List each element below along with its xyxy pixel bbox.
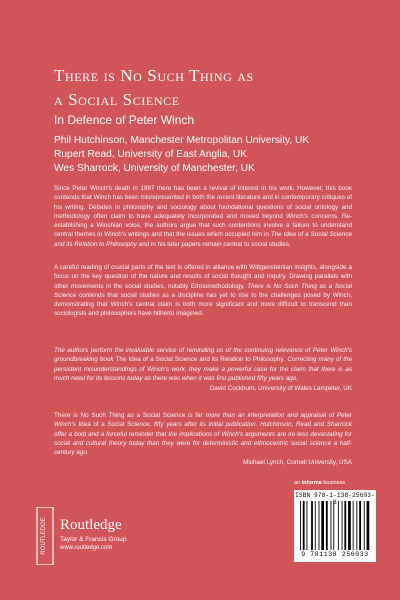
barcode-bar	[342, 501, 343, 550]
endorsement-quote-2	[54, 411, 352, 468]
quote-1-attribution: David Cockburn, University of Wales Lampeter, UK	[209, 385, 352, 393]
barcode-bar	[333, 501, 334, 550]
biz-prefix: an	[294, 480, 301, 486]
blurb-p2-text: A careful reading of crucial parts of the text is offered in alliance with Wittgensteinian insights, alongside a focus on the key question of the nature and results of social thought and inquiry. Drawing parallels with other movements in the social studies, notably Ethnomethodology,	[54, 264, 352, 290]
blurb-p1-book-title: The Idea of a Social Science and its Relation to Philosophy	[54, 231, 352, 248]
quote-2-attribution: Michael Lynch, Cornell University, USA	[243, 459, 352, 467]
barcode-panel	[294, 490, 376, 562]
isbn-text: ISBN 978-1-138-25603-3	[295, 492, 375, 506]
logo-wordmark: ROUTLEDGE	[41, 517, 47, 555]
barcode-bar	[364, 501, 365, 550]
quote-2-winch-title: Idea of a Social Science	[78, 421, 150, 429]
barcode-bar	[367, 501, 370, 550]
publisher-name: Routledge	[60, 517, 122, 533]
blurb-paragraph-1	[54, 184, 352, 249]
barcode-bar	[356, 501, 357, 550]
blurb-p2-book-title: There is No Such Thing as a Social Science	[54, 282, 352, 299]
barcode-bar	[319, 501, 320, 550]
barcode-bar	[338, 501, 339, 550]
publisher-block	[36, 507, 156, 567]
book-title	[54, 64, 374, 112]
barcode-bar	[348, 501, 351, 550]
publisher-url: www.routledge.com	[60, 545, 113, 551]
biz-suffix: business	[323, 480, 346, 486]
endorsement-quote-1	[54, 346, 352, 393]
barcode-bar	[315, 501, 316, 550]
barcode-bar	[353, 501, 354, 550]
title-line-1: There is No Such Thing as	[54, 66, 254, 85]
blurb-p1-end: and in his later papers remain central to social studies.	[136, 240, 291, 248]
blurb-p1-text: Since Peter Winch's death in 1997 there has been a revival of interest in his work. However, this book contends that Winch has been misrepresented in both the recent literature and in contemporary critiques of his writing. Debates in philosophy and sociology about foundational questions of social ontology and methodology often claim to have adequately incorporated and moved beyond Winch's concerns. Re-establishing a Winchian voice, the authors argue that such contentions involve a failure to understand central themes in Winch's writings and that the issues which occupied him in	[54, 185, 352, 239]
barcode-bar	[307, 501, 308, 550]
title-line-2: a Social Science	[54, 90, 180, 109]
barcode-bar	[300, 501, 301, 550]
barcode-icon	[299, 501, 371, 550]
author-3: Wes Sharrock, University of Manchester, UK	[54, 163, 255, 174]
barcode-bar	[331, 501, 332, 550]
author-2: Rupert Read, University of East Anglia, UK	[54, 149, 248, 160]
barcode-bar	[321, 501, 324, 550]
barcode-bar	[344, 501, 346, 550]
routledge-logo-icon	[36, 507, 54, 565]
barcode-bar	[303, 501, 305, 550]
quote-1-book-title: The Idea of a Social Science and its Relation to Philosophy	[115, 356, 284, 364]
blurb-p2-end: contends that social studies as a discipline has yet to rise to the challenges posed by Winch, demonstrating that Winch's central claim is both more significant and more difficult to transcend than sociologists and philosophers have hitherto imagined.	[54, 291, 352, 318]
publisher-group: Taylor & Francis Group	[60, 536, 127, 543]
book-subtitle: In Defence of Peter Winch	[54, 113, 195, 127]
quote-1-end: . Correcting many of the persistent misunderstandings of Winch's work, they make a powerful case for the claim that there is as much need for its lessons today as there was when it was first published fifty years ago.	[54, 356, 352, 382]
quote-2-end: , fifty years after its initial publication. Hutchinson, Read and Sharrock offer a bold and a forceful reminder that the implications of Winch's arguments are no less devastating for social and cultural theory today than they were for deterministic and ethnocentric social science a half-century ago.	[54, 421, 352, 457]
barcode-bar	[359, 501, 361, 550]
quote-2-text: is far more than an interpretation and appraisal of Peter Winch's	[54, 412, 352, 429]
barcode-bar	[326, 501, 328, 550]
informa-business-label	[294, 480, 345, 486]
barcode-digits: 9 781138 256033	[301, 551, 369, 558]
quote-1-text: The authors perform the invaluable service of reminding us of the continuing relevance of Peter Winch's groundbreaking book	[54, 347, 352, 364]
barcode-bar	[311, 501, 313, 550]
biz-brand: informa	[301, 480, 322, 486]
quote-2-book-title: There is No Such Thing as a Social Science	[54, 412, 186, 419]
author-1: Phil Hutchinson, Manchester Metropolitan University, UK	[54, 135, 310, 146]
blurb-paragraph-2	[54, 263, 352, 319]
author-list	[54, 134, 374, 176]
